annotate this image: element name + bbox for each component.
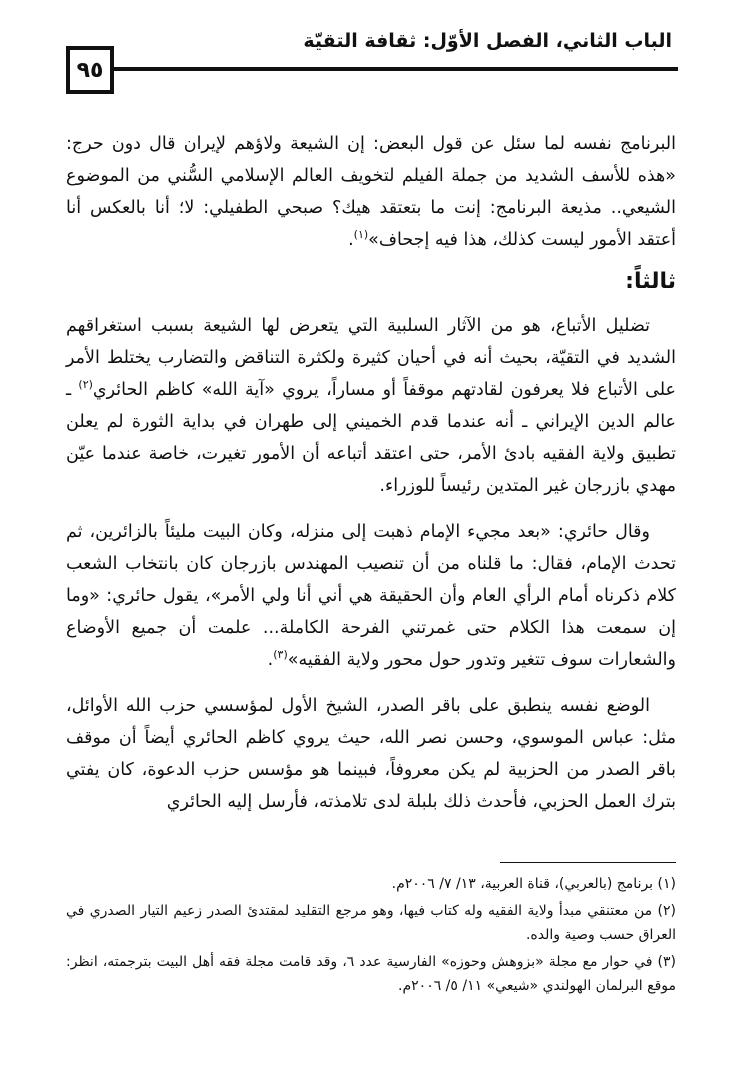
footnote-2: (٢) من معتنقي مبدأ ولاية الفقيه وله كتاب فيها، وهو مرجع التقليد لمقتدئ الصدر زعيم التيار الصدري في العراق حسب وصية والده. bbox=[66, 903, 676, 943]
footnote-1: (١) برنامج (بالعربي)، قناة العربية، ١٣/ ٧/ ٢٠٠٦م. bbox=[391, 876, 676, 892]
page-number-box bbox=[66, 46, 114, 94]
paragraph-2 bbox=[66, 310, 676, 502]
footnotes bbox=[66, 872, 676, 1001]
footnote-ref-3: (٣) bbox=[273, 648, 288, 662]
footnote-3: (٣) في حوار مع مجلة «بزوهش وحوزه» الفارسية عدد ٦، وقد قامت مجلة فقه أهل البيت بترجمته، انظر: موقع البرلمان الهولندي «شيعي» ١١/ ٥/ ٢٠٠٦م. bbox=[66, 954, 676, 994]
section-heading: ثالثاً: bbox=[625, 269, 676, 294]
paragraph-1-text: البرنامج نفسه لما سئل عن قول البعض: إن الشيعة ولاؤهم لإيران قال دون حرج: «هذه للأسف الشديد من جملة الفيلم لتخويف العالم الإسلامي السُّني من الموضوع الشيعي.. مذيعة البرنامج: إنت ما بتعتقد هيك؟ صبحي الطفيلي: لا؛ أنا بالعكس أنا أعتقد الأمور ليست كذلك، هذا فيه إجحاف» bbox=[66, 134, 676, 250]
paragraph-2-text-b: ـ عالم الدين الإيراني ـ أنه عندما قدم الخميني إلى طهران في بداية الثورة لم يعلن تطبيق ولاية الفقيه بادئ الأمر، حتى اعتقد أتباعه أن الأمور تغيرت، خاصة عندما عيّن مهدي بازرجان غير المتدين رئيساً للوزراء. bbox=[66, 380, 676, 496]
main-text bbox=[66, 128, 676, 818]
page-number: ٩٥ bbox=[76, 57, 104, 83]
header-rule bbox=[114, 67, 678, 71]
footnote-separator bbox=[500, 862, 676, 863]
paragraph-3: وقال حائري: «بعد مجيء الإمام ذهبت إلى منزله، وكان البيت مليئاً بالزائرين، ثم تحدث الإمام، فقال: ما قلناه من أن تنصيب المهندس بازرجان كان بانتخاب الشعب كلام ذكرناه أمام الرأي العام وأن الحقيقة هي أني أنا ولي الأمر»، يقول حائري: «وما إن سمعت هذا الكلام حتى غمرتني الفرحة الكاملة... علمت أن جميع الأوضاع والشعارات سوف تتغير وتدور حول محور ولاية الفقيه»$^{(٣)}$. bbox=[66, 522, 676, 670]
footnote-ref-1: (١) bbox=[353, 228, 369, 242]
paragraph-3-text: وقال حائري: «بعد مجيء الإمام ذهبت إلى منزله، وكان البيت مليئاً بالزائرين، ثم تحدث الإمام، فقال: ما قلناه من أن تنصيب المهندس بازرجان كان بانتخاب الشعب كلام ذكرناه أمام الرأي العام وأن الحقيقة هي أني أنا ولي الأمر»، يقول حائري: «وما إن سمعت هذا الكلام حتى غمرتني الفرحة الكاملة... علمت أن جميع الأوضاع والشعارات سوف تتغير وتدور حول محور ولاية الفقيه» bbox=[66, 522, 676, 670]
paragraph-4: الوضع نفسه ينطبق على باقر الصدر، الشيخ الأول لمؤسسي حزب الله الأوائل، مثل: عباس الموسوي، وحسن نصر الله، حيث يروي كاظم الحائري أيضاً أن موقف باقر الصدر من الحزبية لم يكن معروفاً، فبينما هو مؤسس حزب الدعوة، كان يفتي بترك العمل الحزبي، فأحدث ذلك بلبلة لدى تلامذته، فأرسل إليه الحائري bbox=[66, 696, 676, 812]
footnote-ref-2: (٢) bbox=[78, 378, 93, 392]
chapter-title: الباب الثاني، الفصل الأوّل: ثقافة التقيّة bbox=[303, 30, 672, 52]
paragraph-2-text-a: تضليل الأتباع، هو من الآثار السلبية التي يتعرض لها الشيعة بسبب استغراقهم الشديد في التقيّة، بحيث أنه في أحيان كثيرة ولكثرة التناقض والتضارب يختلط الأمر على الأتباع فلا يعرفون لقادتهم موقفاً أو مساراً، يروي «آية الله» كاظم الحائري bbox=[66, 316, 676, 400]
paragraph-1: البرنامج نفسه لما سئل عن قول البعض: إن الشيعة ولاؤهم لإيران قال دون حرج: «هذه للأسف الشديد من جملة الفيلم لتخويف العالم الإسلامي السُّني من الموضوع الشيعي.. مذيعة البرنامج: إنت ما بتعتقد هيك؟ صبحي الطفيلي: لا؛ أنا بالعكس أنا أعتقد الأمور ليست كذلك، هذا فيه إجحاف»$^{(١)}$. bbox=[66, 134, 676, 250]
